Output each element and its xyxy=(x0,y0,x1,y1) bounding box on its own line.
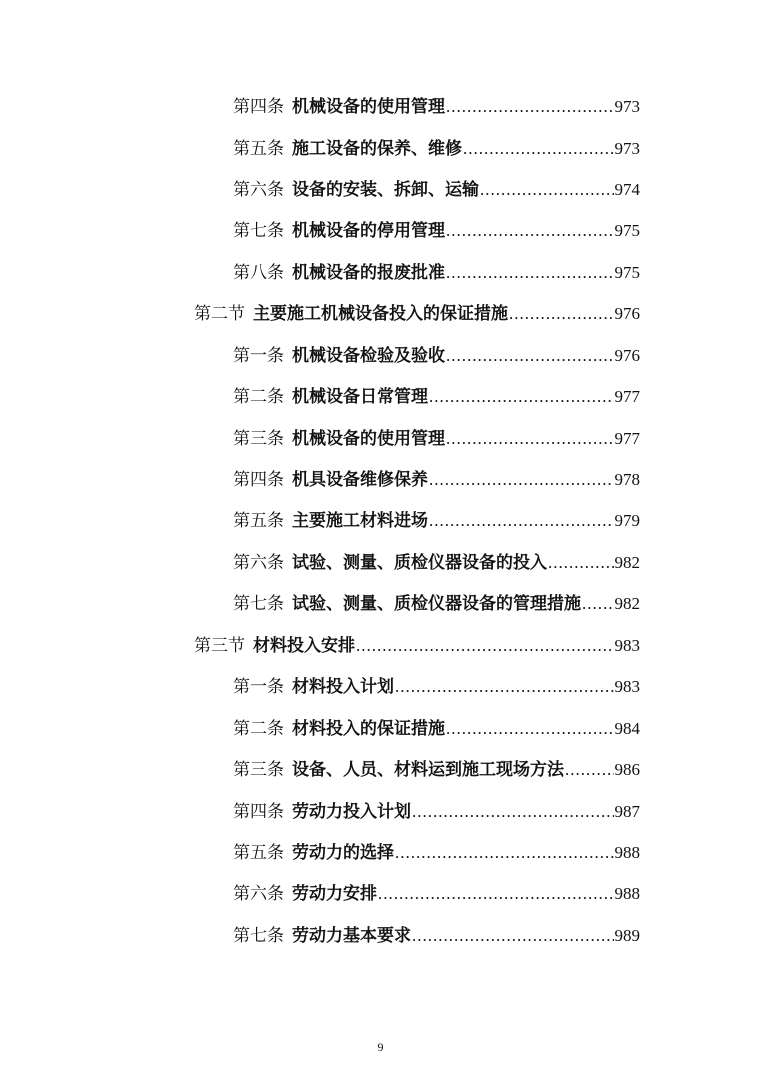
toc-entry[interactable] xyxy=(233,424,640,454)
entry-page: 983 xyxy=(614,636,640,655)
entry-page: 973 xyxy=(614,139,640,158)
entry-label: 第三节 xyxy=(194,636,245,656)
toc-entry[interactable] xyxy=(233,134,640,164)
entry-label: 第三条 xyxy=(233,760,284,780)
entry-title: 试验、测量、质检仪器设备的管理措施 xyxy=(292,594,581,614)
toc-entry[interactable] xyxy=(233,382,640,412)
entry-label: 第五条 xyxy=(233,139,284,159)
dot-leader xyxy=(446,258,614,288)
toc-entry[interactable] xyxy=(233,838,640,868)
entry-page: 977 xyxy=(614,387,640,406)
dot-leader xyxy=(429,382,614,412)
entry-label: 第四条 xyxy=(233,802,284,822)
entry-label: 第八条 xyxy=(233,263,284,283)
toc-entry[interactable] xyxy=(233,216,640,246)
entry-page: 974 xyxy=(614,180,640,199)
dot-leader xyxy=(582,589,614,619)
toc-entry[interactable] xyxy=(233,879,640,909)
entry-label: 第三条 xyxy=(233,429,284,449)
page-number: 9 xyxy=(377,1040,384,1054)
entry-page: 982 xyxy=(614,553,640,572)
entry-title: 劳动力基本要求 xyxy=(292,926,411,946)
dot-leader xyxy=(480,175,614,205)
dot-leader xyxy=(565,755,614,785)
entry-title: 主要施工机械设备投入的保证措施 xyxy=(253,304,508,324)
entry-label: 第四条 xyxy=(233,97,284,117)
entry-label: 第五条 xyxy=(233,511,284,531)
entry-title: 主要施工材料进场 xyxy=(292,511,428,531)
dot-leader xyxy=(446,714,614,744)
entry-page: 977 xyxy=(614,429,640,448)
dot-leader xyxy=(446,216,614,246)
entry-page: 989 xyxy=(614,926,640,945)
entry-page: 975 xyxy=(614,221,640,240)
entry-page: 976 xyxy=(614,346,640,365)
entry-page: 973 xyxy=(614,97,640,116)
dot-leader xyxy=(463,134,614,164)
entry-title: 材料投入安排 xyxy=(253,636,355,656)
toc-entry[interactable] xyxy=(233,797,640,827)
entry-title: 机械设备检验及验收 xyxy=(292,346,445,366)
dot-leader xyxy=(446,341,614,371)
entry-label: 第四条 xyxy=(233,470,284,490)
dot-leader xyxy=(412,797,614,827)
entry-page: 975 xyxy=(614,263,640,282)
entry-title: 机械设备的使用管理 xyxy=(292,429,445,449)
toc-entry[interactable] xyxy=(233,548,640,578)
entry-title: 劳动力投入计划 xyxy=(292,802,411,822)
dot-leader xyxy=(378,879,614,909)
entry-title: 劳动力的选择 xyxy=(292,843,394,863)
entry-page: 982 xyxy=(614,594,640,613)
entry-label: 第六条 xyxy=(233,553,284,573)
toc-section-entry[interactable] xyxy=(194,631,640,661)
entry-label: 第五条 xyxy=(233,843,284,863)
entry-title: 机械设备的停用管理 xyxy=(292,221,445,241)
entry-label: 第七条 xyxy=(233,594,284,614)
entry-label: 第一条 xyxy=(233,677,284,697)
entry-title: 材料投入的保证措施 xyxy=(292,719,445,739)
dot-leader xyxy=(548,548,614,578)
toc-entry[interactable] xyxy=(233,465,640,495)
entry-label: 第一条 xyxy=(233,346,284,366)
entry-page: 979 xyxy=(614,511,640,530)
dot-leader xyxy=(429,465,614,495)
entry-page: 988 xyxy=(614,884,640,903)
entry-title: 机械设备的使用管理 xyxy=(292,97,445,117)
entry-label: 第二条 xyxy=(233,387,284,407)
dot-leader xyxy=(509,299,614,329)
entry-page: 983 xyxy=(614,677,640,696)
entry-label: 第六条 xyxy=(233,180,284,200)
entry-page: 987 xyxy=(614,802,640,821)
toc-entry[interactable] xyxy=(233,672,640,702)
entry-title: 机械设备日常管理 xyxy=(292,387,428,407)
entry-label: 第二条 xyxy=(233,719,284,739)
entry-title: 材料投入计划 xyxy=(292,677,394,697)
toc-entry[interactable] xyxy=(233,755,640,785)
dot-leader xyxy=(395,672,614,702)
toc-entry[interactable] xyxy=(233,589,640,619)
toc-entry[interactable] xyxy=(233,506,640,536)
dot-leader xyxy=(446,92,614,122)
entry-label: 第六条 xyxy=(233,884,284,904)
entry-title: 设备、人员、材料运到施工现场方法 xyxy=(292,760,564,780)
dot-leader xyxy=(429,506,614,536)
toc-entry[interactable] xyxy=(233,175,640,205)
entry-title: 设备的安装、拆卸、运输 xyxy=(292,180,479,200)
dot-leader xyxy=(395,838,614,868)
entry-label: 第七条 xyxy=(233,926,284,946)
entry-label: 第二节 xyxy=(194,304,245,324)
entry-title: 机具设备维修保养 xyxy=(292,470,428,490)
entry-title: 试验、测量、质检仪器设备的投入 xyxy=(292,553,547,573)
toc-entry[interactable] xyxy=(233,92,640,122)
dot-leader xyxy=(412,921,614,951)
entry-page: 986 xyxy=(614,760,640,779)
entry-title: 施工设备的保养、维修 xyxy=(292,139,462,159)
entry-page: 984 xyxy=(614,719,640,738)
toc-entry[interactable] xyxy=(233,258,640,288)
toc-entry[interactable] xyxy=(233,714,640,744)
toc-section-entry[interactable] xyxy=(194,299,640,329)
entry-title: 机械设备的报废批准 xyxy=(292,263,445,283)
entry-page: 988 xyxy=(614,843,640,862)
entry-page: 978 xyxy=(614,470,640,489)
entry-title: 劳动力安排 xyxy=(292,884,377,904)
toc-entry[interactable] xyxy=(233,921,640,951)
dot-leader xyxy=(446,424,614,454)
entry-page: 976 xyxy=(614,304,640,323)
toc-entry[interactable] xyxy=(233,341,640,371)
entry-label: 第七条 xyxy=(233,221,284,241)
dot-leader xyxy=(356,631,614,661)
